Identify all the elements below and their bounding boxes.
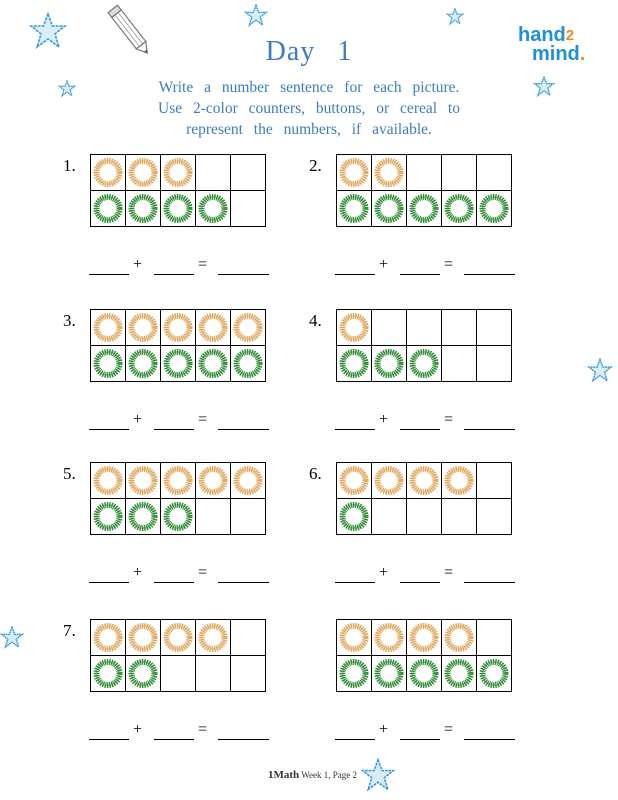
instruction-line: represent the numbers, if available. [186,121,432,138]
sum-blank[interactable] [464,582,515,583]
plus-sign: + [379,721,389,738]
addend-blank[interactable] [154,582,194,583]
addend-blank[interactable] [89,582,129,583]
ten-frame [336,462,511,534]
addend-blank[interactable] [89,739,129,740]
frame-cell [442,346,477,382]
star-icon [28,12,68,52]
page-title: Day 1 [265,36,353,67]
frame-cell [407,499,442,535]
equals-sign: = [444,256,454,273]
frame-cell [442,155,477,191]
instructions [0,77,618,140]
number-sentence [89,413,274,433]
ten-frame [336,154,511,226]
ten-frame [90,619,265,691]
equals-sign: = [198,564,208,581]
footer-text: Week 1, Page 2 [301,770,358,780]
problem-number: 2. [309,156,322,175]
equals-sign: = [444,564,454,581]
plus-sign: + [133,411,143,428]
star-icon [446,8,464,26]
sum-blank[interactable] [218,739,269,740]
logo-word-mind: mind [532,43,580,65]
frame-cell [442,310,477,346]
ten-frame [336,309,511,381]
problem-number: 3. [63,311,76,330]
frame-cell [477,346,512,382]
number-sentence [89,723,274,743]
equals-sign: = [444,721,454,738]
star-icon [360,758,396,794]
instruction-line: Use 2-color counters, buttons, or cereal to [158,100,460,117]
sum-blank[interactable] [218,274,269,275]
star-icon [533,76,555,98]
problem-number: 7. [63,621,76,640]
number-sentence [335,566,520,586]
frame-cell [407,310,442,346]
ten-frame [90,154,265,226]
equals-sign: = [198,721,208,738]
frame-cell [196,656,231,692]
addend-blank[interactable] [154,274,194,275]
frame-cell [477,620,512,656]
sum-blank[interactable] [464,274,515,275]
logo-dot: . [579,43,586,65]
footer-brand: 1Math [268,769,300,781]
plus-sign: + [133,721,143,738]
problem-number: 6. [309,464,322,483]
addend-blank[interactable] [400,582,440,583]
problem-number: 1. [63,156,76,175]
addend-blank[interactable] [400,739,440,740]
problem-number: 5. [63,464,76,483]
number-sentence [89,566,274,586]
addend-blank[interactable] [89,274,129,275]
addend-blank[interactable] [89,429,129,430]
logo-word-hand: hand [518,24,566,46]
star-icon [0,626,24,650]
star-icon [244,4,268,28]
equals-sign: = [444,411,454,428]
star-icon [587,358,613,384]
sum-blank[interactable] [218,582,269,583]
frame-cell [231,155,266,191]
ten-frame [336,619,511,691]
problem-number: 4. [309,311,322,330]
instruction-line: Write a number sentence for each picture. [158,79,460,96]
hand2mind-logo [518,26,585,64]
footer [268,769,357,781]
number-sentence [89,258,274,278]
frame-cell [372,499,407,535]
frame-cell [407,155,442,191]
addend-blank[interactable] [154,429,194,430]
frame-cell [477,155,512,191]
number-sentence [335,258,520,278]
number-sentence [335,413,520,433]
frame-cell [196,499,231,535]
plus-sign: + [133,256,143,273]
logo-digit: 2 [565,27,575,44]
frame-cell [477,499,512,535]
ten-frame [90,309,265,381]
addend-blank[interactable] [154,739,194,740]
sum-blank[interactable] [464,739,515,740]
plus-sign: + [379,564,389,581]
frame-cell [477,463,512,499]
star-icon [58,80,76,98]
ten-frame [90,462,265,534]
plus-sign: + [379,256,389,273]
frame-cell [477,310,512,346]
frame-cell [231,656,266,692]
frame-cell [372,310,407,346]
addend-blank[interactable] [335,739,375,740]
equals-sign: = [198,256,208,273]
frame-cell [231,499,266,535]
addend-blank[interactable] [400,274,440,275]
addend-blank[interactable] [335,274,375,275]
frame-cell [231,191,266,227]
sum-blank[interactable] [464,429,515,430]
plus-sign: + [379,411,389,428]
plus-sign: + [133,564,143,581]
equals-sign: = [198,411,208,428]
frame-cell [442,499,477,535]
frame-cell [161,656,196,692]
addend-blank[interactable] [335,582,375,583]
pencil-icon [100,0,160,62]
frame-cell [231,620,266,656]
sum-blank[interactable] [218,429,269,430]
addend-blank[interactable] [335,429,375,430]
addend-blank[interactable] [400,429,440,430]
frame-cell [196,155,231,191]
number-sentence [335,723,520,743]
